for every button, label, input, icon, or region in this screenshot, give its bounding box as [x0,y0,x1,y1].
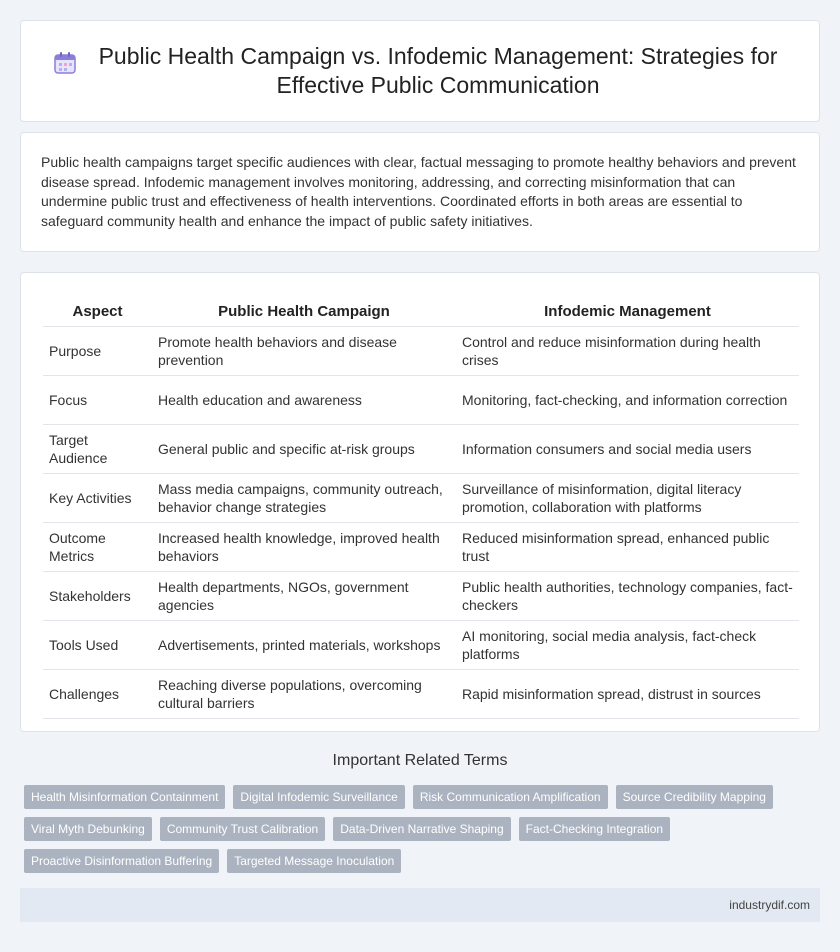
related-term-tag[interactable]: Risk Communication Amplification [413,785,608,809]
table-cell: Monitoring, fact-checking, and information correction [456,376,799,425]
related-terms-title: Important Related Terms [332,752,508,769]
related-term-tag[interactable]: Source Credibility Mapping [616,785,773,809]
table-cell: Increased health knowledge, improved health behaviors [152,523,456,572]
table-cell: Surveillance of misinformation, digital literacy promotion, collaboration with platforms [456,474,799,523]
table-cell-aspect: Tools Used [43,621,152,670]
table-cell-aspect: Key Activities [43,474,152,523]
table-row [43,670,799,719]
table-cell: Reaching diverse populations, overcoming cultural barriers [152,670,456,719]
table-cell: General public and specific at-risk groups [152,425,456,474]
related-term-tag[interactable]: Digital Infodemic Surveillance [233,785,404,809]
table-cell: Information consumers and social media users [456,425,799,474]
table-cell-aspect: Challenges [43,670,152,719]
table-cell: AI monitoring, social media analysis, fact-check platforms [456,621,799,670]
table-cell: Promote health behaviors and disease prevention [152,327,456,376]
page-title: Public Health Campaign vs. Infodemic Management: Strategies for Effective Public Communication [98,43,778,98]
related-term-tag[interactable]: Viral Myth Debunking [24,817,152,841]
table-cell: Reduced misinformation spread, enhanced public trust [456,523,799,572]
column-header-aspect: Aspect [72,302,123,320]
intro-paragraph: Public health campaigns target specific audiences with clear, factual messaging to promote healthy behaviors and prevent disease spread. Infodemic management involves monitoring, addressing, and correcting misinformation that can undermine public trust and effectiveness of health interventions. Coordinated efforts in both areas are essential to safeguard community health and enhance the impact of public safety initiatives. [41,154,796,229]
table-header-row [43,295,799,327]
title-wrap [52,42,788,100]
comparison-table-card [20,272,820,732]
footer-site-link[interactable]: industrydif.com [729,898,810,912]
table-cell-aspect: Target Audience [43,425,152,474]
table-cell: Public health authorities, technology companies, fact-checkers [456,572,799,621]
footer [20,888,820,922]
related-term-tag[interactable]: Proactive Disinformation Buffering [24,849,219,873]
table-cell: Control and reduce misinformation during health crises [456,327,799,376]
table-row [43,474,799,523]
table-cell-aspect: Outcome Metrics [43,523,152,572]
table-row [43,572,799,621]
table-row [43,327,799,376]
table-row [43,523,799,572]
related-term-tag[interactable]: Targeted Message Inoculation [227,849,401,873]
table-cell: Advertisements, printed materials, workshops [152,621,456,670]
table-cell: Mass media campaigns, community outreach, behavior change strategies [152,474,456,523]
related-term-tag[interactable]: Health Misinformation Containment [24,785,225,809]
table-cell: Rapid misinformation spread, distrust in sources [456,670,799,719]
table-row [43,425,799,474]
related-term-tag[interactable]: Fact-Checking Integration [519,817,670,841]
table-row [43,376,799,425]
table-cell-aspect: Focus [43,376,152,425]
column-header-infodemic-management: Infodemic Management [544,302,711,320]
table-cell: Health education and awareness [152,376,456,425]
table-row [43,621,799,670]
table-cell-aspect: Stakeholders [43,572,152,621]
comparison-table [43,295,799,719]
related-term-tag[interactable]: Community Trust Calibration [160,817,325,841]
title-card [20,20,820,122]
related-term-tag[interactable]: Data-Driven Narrative Shaping [333,817,510,841]
calendar-icon [52,50,78,76]
column-header-public-health-campaign: Public Health Campaign [218,302,390,320]
table-cell: Health departments, NGOs, government agencies [152,572,456,621]
table-cell-aspect: Purpose [43,327,152,376]
intro-card [20,132,820,252]
related-terms-tags [24,785,814,873]
